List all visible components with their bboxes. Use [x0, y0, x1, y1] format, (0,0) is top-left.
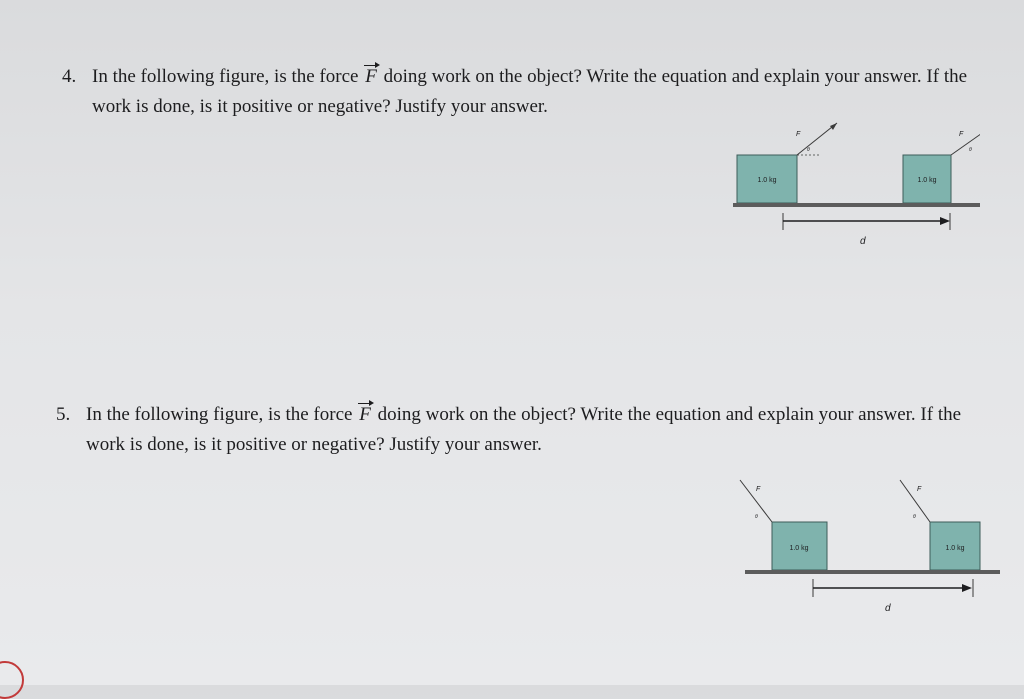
displacement-label: d	[860, 236, 866, 247]
angle-label-right: θ	[913, 514, 916, 520]
block-left-mass-label: 1.0 kg	[789, 545, 809, 552]
question-5-diagram	[735, 475, 1000, 620]
force-label-right: F	[917, 486, 922, 493]
ground-surface	[733, 203, 980, 207]
angle-label-left: θ	[807, 147, 810, 153]
question-4-figure	[725, 118, 980, 253]
question-4-number: 4.	[62, 66, 77, 87]
force-vector-symbol: F	[363, 62, 379, 92]
force-line-left	[797, 123, 837, 155]
question-4-text	[92, 62, 972, 122]
corner-decoration	[0, 661, 24, 699]
question-5-number: 5.	[56, 404, 71, 425]
question-4-text-end: doing work on the object? Write the equation and explain your answer. If the work is done, is it positive or negative? Justify your answer.	[92, 66, 968, 117]
displacement-arrowhead	[962, 584, 972, 592]
block-right-mass-label: 1.0 kg	[917, 177, 937, 184]
question-5-figure	[735, 475, 1000, 620]
ground-surface	[745, 570, 1000, 574]
question-5-text-end: doing work on the object? Write the equation and explain your answer. If the work is done, is it positive or negative? Justify your answer.	[86, 404, 962, 455]
angle-label-right: θ	[969, 147, 972, 153]
question-5-text-start: In the following figure, is the force	[86, 404, 353, 425]
force-label-right: F	[959, 131, 964, 138]
displacement-arrowhead	[940, 217, 950, 225]
force-arrowhead-left	[830, 123, 837, 130]
question-4-text-start: In the following figure, is the force	[92, 66, 359, 87]
question-5-text	[86, 400, 966, 460]
question-4-diagram	[725, 118, 980, 253]
displacement-label: d	[885, 603, 891, 614]
block-left-mass-label: 1.0 kg	[757, 177, 777, 184]
force-vector-symbol: F	[357, 400, 373, 430]
force-label-left: F	[756, 486, 761, 493]
force-label-left: F	[796, 131, 801, 138]
angle-label-left: θ	[755, 514, 758, 520]
force-line-right	[951, 124, 980, 155]
block-right-mass-label: 1.0 kg	[945, 545, 965, 552]
